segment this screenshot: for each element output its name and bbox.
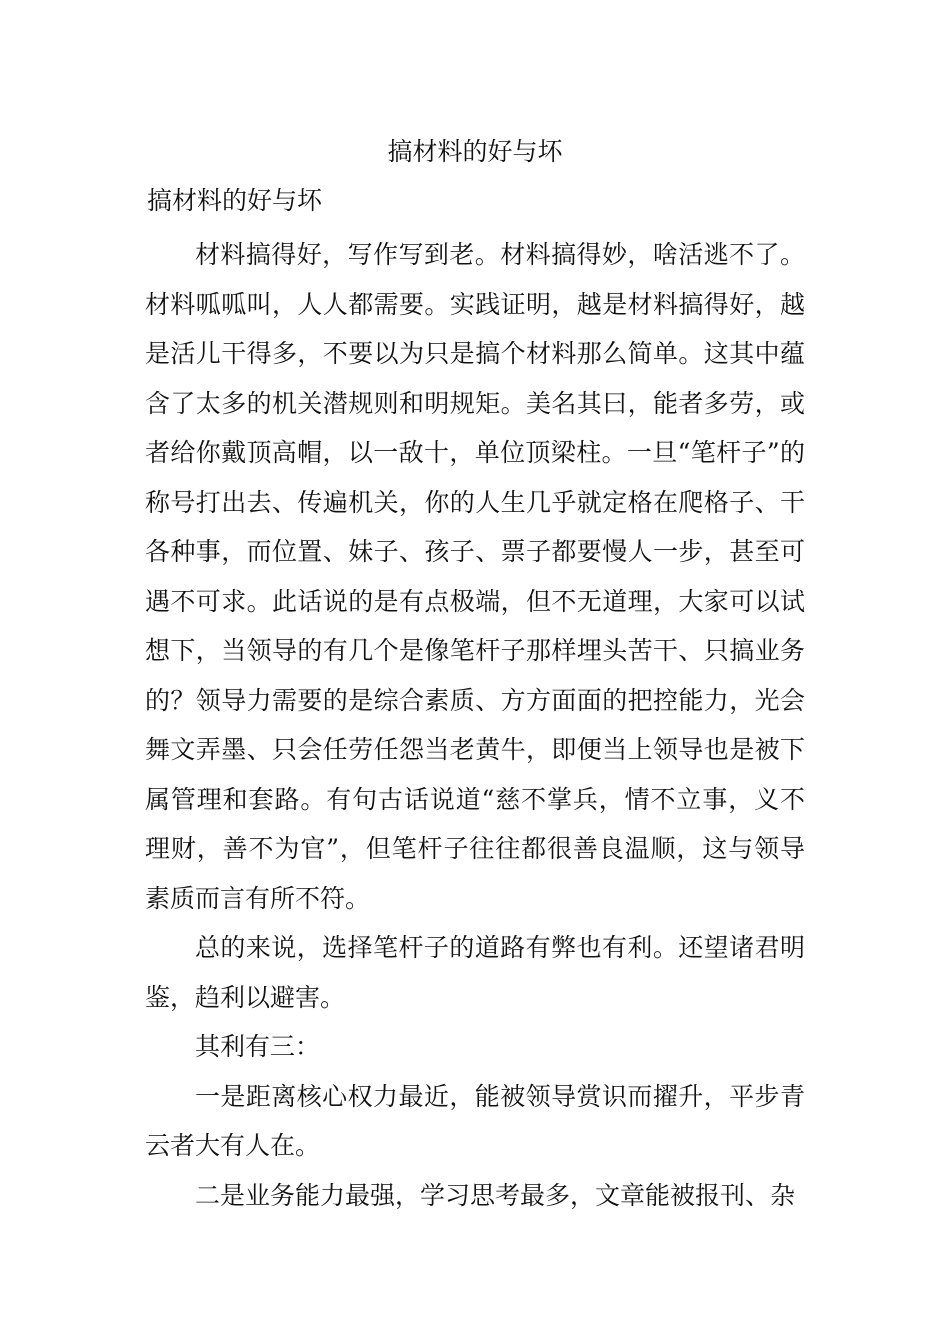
paragraph-benefits-heading: 其利有三： (195, 1032, 321, 1061)
paragraph-benefit-one: 一是距离核心权力最近，能被领导赏识而擢升，平步青云者大有人在。 (145, 1081, 805, 1160)
document-title: 搞材料的好与坏 (387, 137, 563, 166)
paragraph-intro: 材料搞得好，写作写到老。材料搞得妙，啥活逃不了。材料呱呱叫，人人都需要。实践证明，越是材料搞得好，越是活儿干得多，不要以为只是搞个材料那么简单。这其中蕴含了太多的机关潜规则和明规矩。美名其曰，能者多劳，或者给你戴顶高帽，以一敌十，单位顶梁柱。一旦“笔杆子”的称号打出去、传遍机关，你的人生几乎就定格在爬格子、干各种事，而位置、妹子、孩子、票子都要慢人一步，甚至可遇不可求。此话说的是有点极端，但不无道理，大家可以试想下，当领导的有几个是像笔杆子那样埋头苦干、只搞业务的？领导力需要的是综合素质、方方面面的把控能力，光会舞文弄墨、只会任劳任怨当老黄牛，即便当上领导也是被下属管理和套路。有句古话说道“慈不掌兵，情不立事，义不理财，善不为官”，但笔杆子往往都很善良温顺，这与领导素质而言有所不符。 (145, 240, 805, 913)
paragraph-summary: 总的来说，选择笔杆子的道路有弊也有利。还望诸君明鉴，趋利以避害。 (145, 933, 805, 1012)
document-subheading: 搞材料的好与坏 (147, 186, 323, 215)
paragraph-benefit-two: 二是业务能力最强，学习思考最多，文章能被报刊、杂 (195, 1180, 796, 1210)
document-body (145, 230, 805, 1220)
